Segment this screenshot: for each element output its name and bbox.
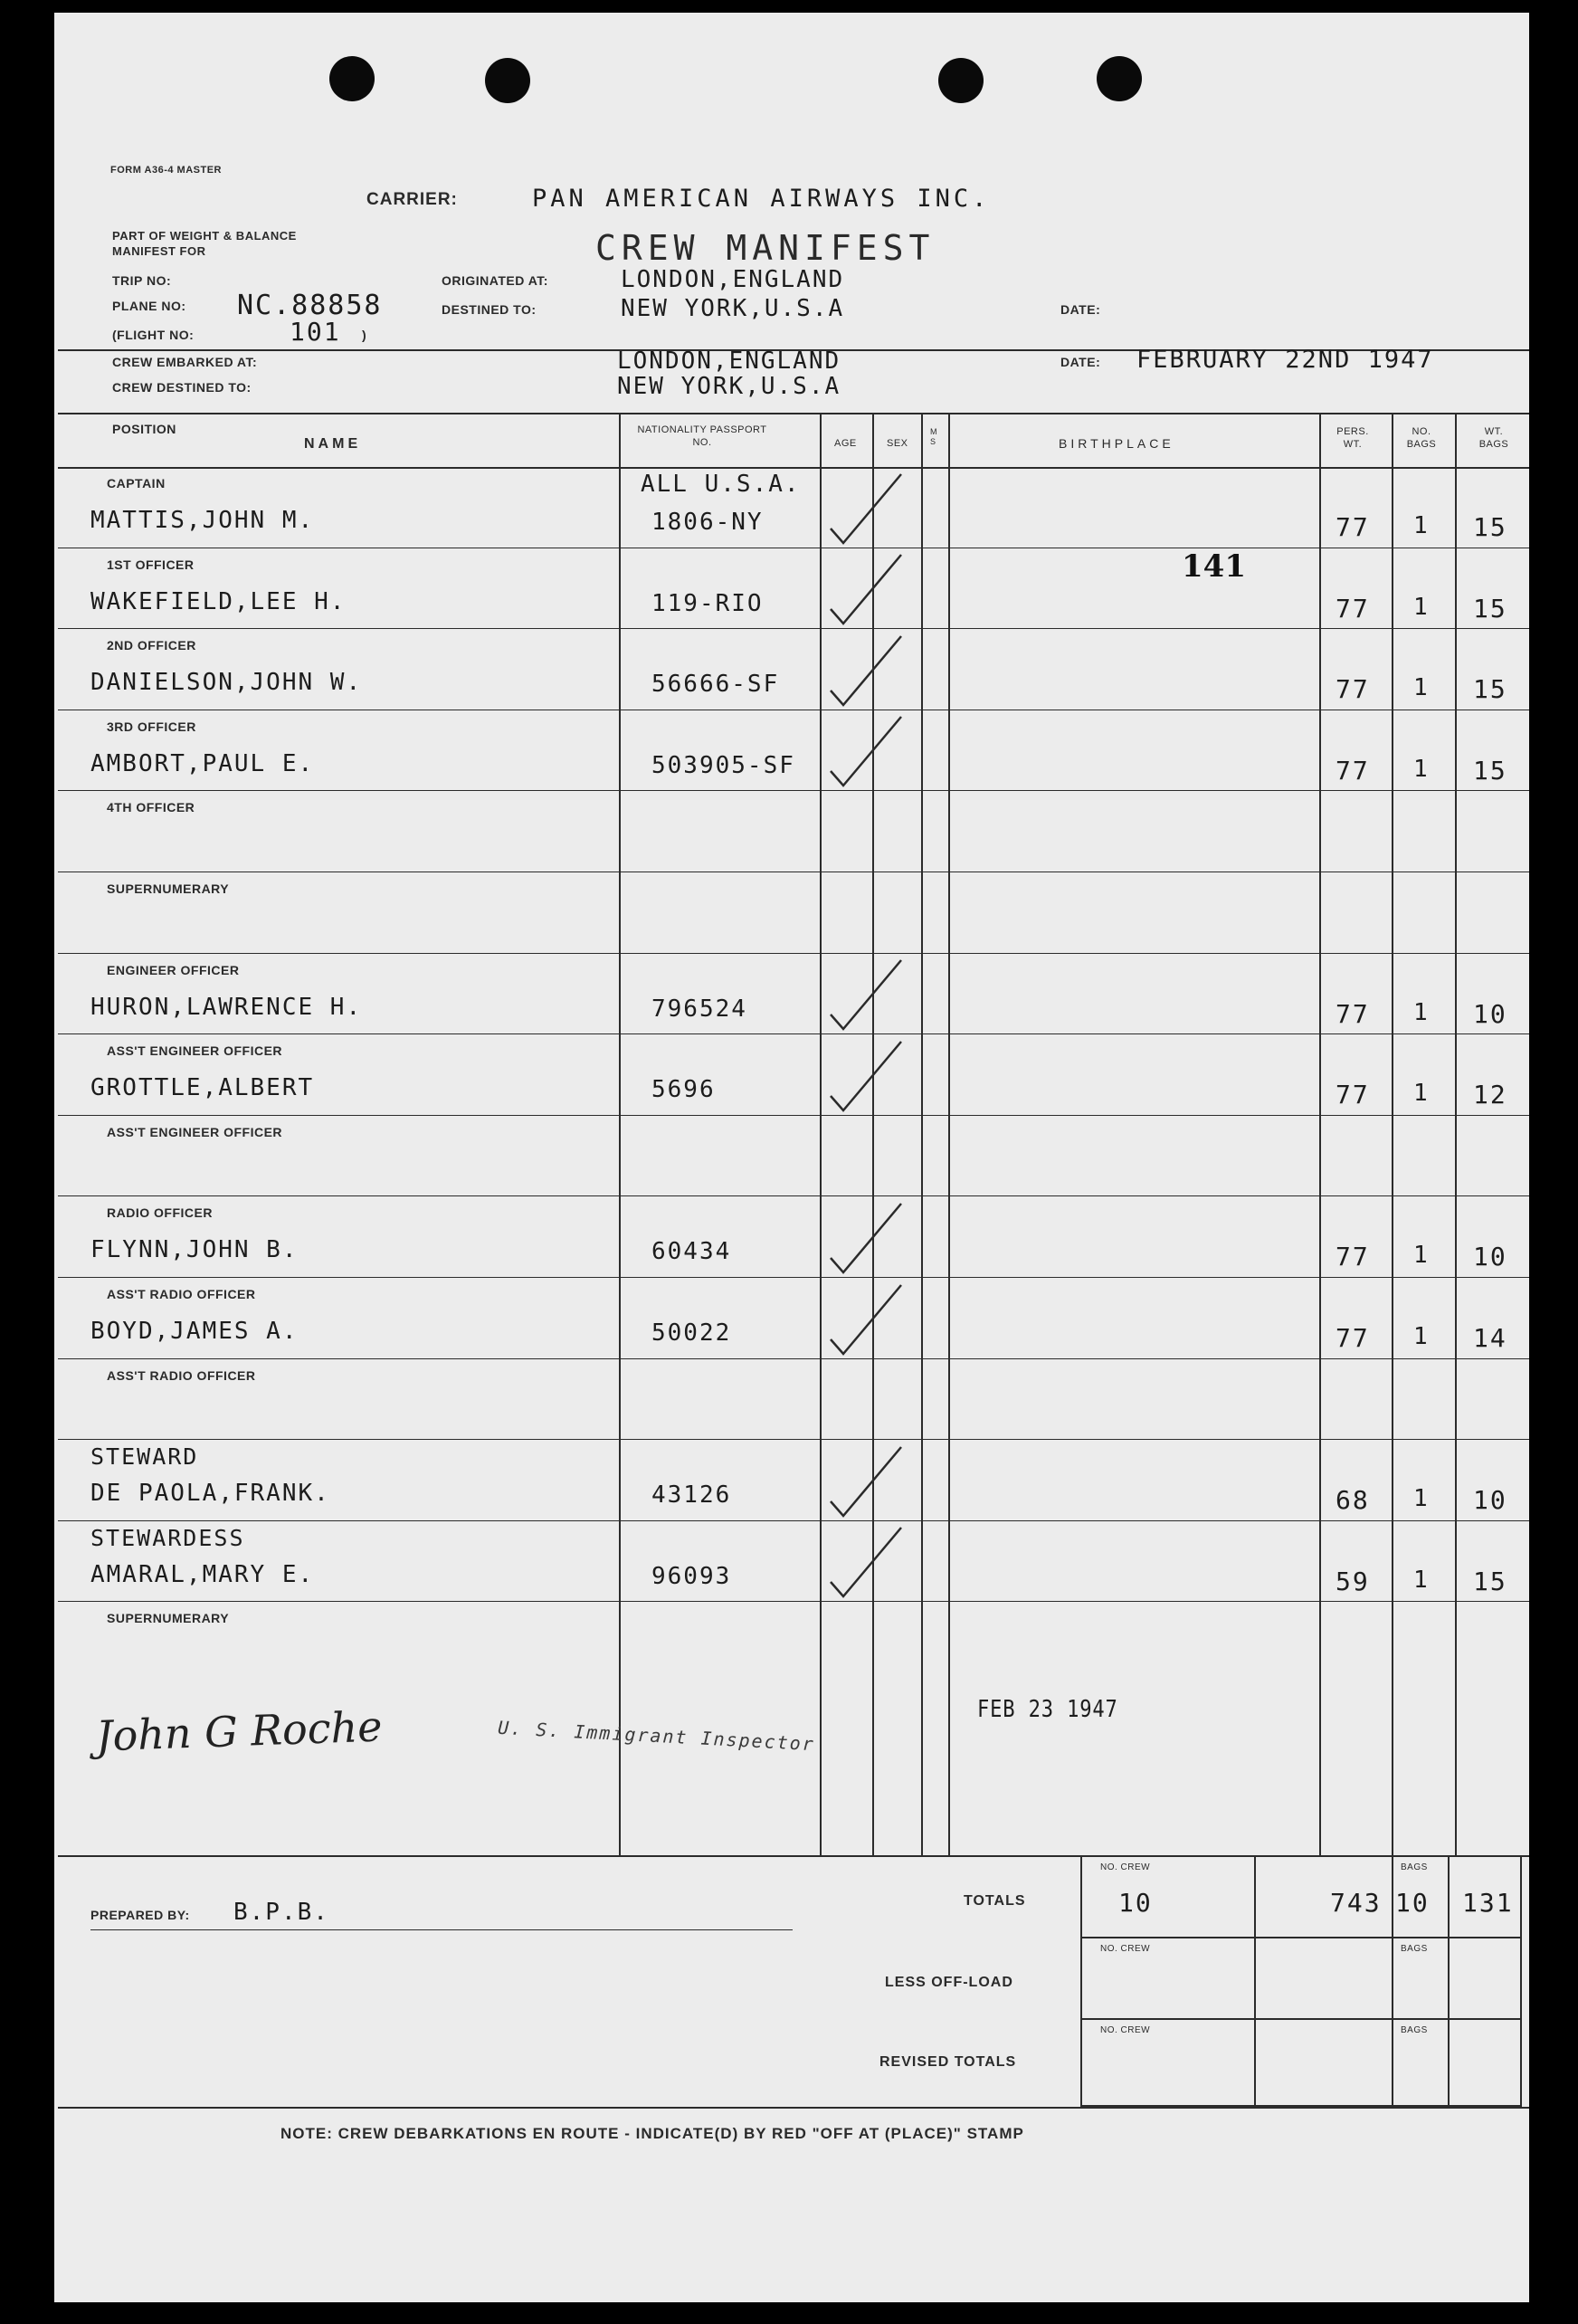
row-name: HURON,LAWRENCE H. xyxy=(90,993,363,1021)
form-number: FORM A36-4 MASTER xyxy=(110,165,222,176)
row-position: 1ST OFFICER xyxy=(107,557,195,572)
no-crew-label: NO. CREW xyxy=(1100,1944,1151,1954)
totals-row-line xyxy=(1080,1937,1522,1938)
destined-label: DESTINED TO: xyxy=(442,302,537,317)
originated-label: ORIGINATED AT: xyxy=(442,273,548,288)
crew-embarked-value: LONDON,ENGLAND xyxy=(617,348,841,375)
row-position: ASS'T ENGINEER OFFICER xyxy=(107,1124,283,1139)
plane-label: PLANE NO: xyxy=(112,299,186,313)
table-top-line xyxy=(58,413,1529,414)
row-pers-wt: 77 xyxy=(1336,1080,1370,1110)
check-mark xyxy=(825,1519,907,1600)
row-position: CAPTAIN xyxy=(107,476,166,491)
row-name: MATTIS,JOHN M. xyxy=(90,507,315,534)
check-mark xyxy=(825,1033,907,1114)
row-pers-wt: 68 xyxy=(1336,1485,1370,1516)
row-no-bags: 1 xyxy=(1413,755,1430,783)
punch-hole xyxy=(329,56,375,101)
carrier-label: CARRIER: xyxy=(366,190,458,209)
row-wt-bags: 14 xyxy=(1473,1323,1507,1353)
bags-label: BAGS xyxy=(1401,1944,1428,1954)
row-no-bags: 1 xyxy=(1413,998,1430,1026)
check-mark xyxy=(825,1438,907,1519)
page-stamp: 141 xyxy=(1182,548,1246,585)
row-name: AMBORT,PAUL E. xyxy=(90,749,315,777)
row-wt-bags: 10 xyxy=(1473,1242,1507,1272)
totals-row-line xyxy=(1080,2018,1522,2020)
prepared-underline xyxy=(90,1929,793,1930)
table-row xyxy=(54,1116,1529,1197)
row-passport: 96093 xyxy=(651,1562,732,1590)
row-pers-wt: 59 xyxy=(1336,1566,1370,1596)
manifest-title: CREW MANIFEST xyxy=(595,228,936,268)
row-name: DE PAOLA,FRANK. xyxy=(90,1480,330,1508)
row-name: WAKEFIELD,LEE H. xyxy=(90,587,347,615)
table-row xyxy=(54,1602,1529,1683)
table-row xyxy=(54,872,1529,954)
row-position: SUPERNUMERARY xyxy=(107,1611,230,1626)
row-passport: 119-RIO xyxy=(651,589,764,617)
no-crew-label: NO. CREW xyxy=(1100,1862,1151,1872)
row-passport: 503905-SF xyxy=(651,751,795,779)
check-mark xyxy=(825,708,907,789)
col-name: NAME xyxy=(304,436,362,452)
row-wt-bags: 10 xyxy=(1473,1485,1507,1516)
totals-label: TOTALS xyxy=(964,1893,1026,1909)
row-position: ENGINEER OFFICER xyxy=(107,962,240,977)
table-row xyxy=(54,710,1529,792)
row-no-bags: 1 xyxy=(1413,1080,1430,1108)
crew-destined-value: NEW YORK,U.S.A xyxy=(617,373,841,400)
footer-line xyxy=(58,2107,1529,2109)
col-pers-wt: PERS. WT. xyxy=(1336,426,1369,450)
col-ms: M S xyxy=(930,427,937,446)
totals-divider xyxy=(1080,1855,1082,2107)
inspection-stamp-date: FEB 23 1947 xyxy=(977,1696,1118,1723)
row-position: STEWARD xyxy=(90,1443,199,1471)
row-position: ASS'T ENGINEER OFFICER xyxy=(107,1043,283,1059)
row-no-bags: 1 xyxy=(1413,512,1430,539)
row-pers-wt: 77 xyxy=(1336,674,1370,705)
date2-label: DATE: xyxy=(1060,355,1101,369)
carrier-name: PAN AMERICAN AIRWAYS INC. xyxy=(532,185,991,213)
total-pers-wt: 743 xyxy=(1330,1888,1382,1918)
row-name: FLYNN,JOHN B. xyxy=(90,1236,299,1264)
inspector-signature: John G Roche xyxy=(95,1701,384,1761)
inspector-title: U. S. Immigrant Inspector xyxy=(497,1716,816,1756)
row-wt-bags: 15 xyxy=(1473,755,1507,786)
col-age: AGE xyxy=(834,438,857,449)
part-of-label: PART OF WEIGHT & BALANCE MANIFEST FOR xyxy=(112,229,297,258)
row-wt-bags: 15 xyxy=(1473,593,1507,624)
row-position: 3RD OFFICER xyxy=(107,719,196,734)
totals-divider xyxy=(1254,1855,1256,2107)
plane-number: NC.88858 xyxy=(237,290,383,321)
row-passport: 50022 xyxy=(651,1319,732,1347)
col-position: POSITION xyxy=(112,422,176,436)
row-no-bags: 1 xyxy=(1413,1242,1430,1270)
check-mark xyxy=(825,951,907,1033)
table-row xyxy=(54,1196,1529,1278)
table-row xyxy=(54,1359,1529,1441)
row-name: GROTTLE,ALBERT xyxy=(90,1074,315,1102)
totals-divider xyxy=(1520,1855,1522,2107)
prepared-by: B.P.B. xyxy=(233,1899,329,1926)
punch-hole xyxy=(938,58,984,103)
table-row xyxy=(54,1521,1529,1603)
check-mark xyxy=(825,627,907,709)
row-wt-bags: 15 xyxy=(1473,512,1507,542)
check-mark xyxy=(825,1276,907,1357)
table-row xyxy=(54,629,1529,710)
row-wt-bags: 15 xyxy=(1473,674,1507,705)
row-position: ASS'T RADIO OFFICER xyxy=(107,1367,256,1383)
prepared-label: PREPARED BY: xyxy=(90,1908,190,1922)
row-passport: 43126 xyxy=(651,1481,732,1510)
row-position: ASS'T RADIO OFFICER xyxy=(107,1287,256,1301)
row-position: STEWARDESS xyxy=(90,1524,245,1551)
row-wt-bags: 12 xyxy=(1473,1080,1507,1110)
row-pers-wt: 77 xyxy=(1336,998,1370,1029)
row-no-bags: 1 xyxy=(1413,1323,1430,1350)
totals-divider xyxy=(1392,1855,1393,2107)
col-nationality: NATIONALITY PASSPORT NO. xyxy=(637,424,767,448)
totals-divider xyxy=(1448,1855,1450,2107)
table-row xyxy=(54,548,1529,630)
table-row xyxy=(54,467,1529,548)
row-no-bags: 1 xyxy=(1413,1566,1430,1594)
bags-label: BAGS xyxy=(1401,2025,1428,2035)
crew-embarked-label: CREW EMBARKED AT: xyxy=(112,355,258,369)
all-usa-note: ALL U.S.A. xyxy=(641,471,801,498)
row-passport: 5696 xyxy=(651,1076,716,1104)
row-wt-bags: 15 xyxy=(1473,1566,1507,1596)
col-sex: SEX xyxy=(887,438,908,449)
row-pers-wt: 77 xyxy=(1336,512,1370,542)
no-crew-label: NO. CREW xyxy=(1100,2025,1151,2035)
flight-close: ) xyxy=(362,328,367,342)
date2-value: FEBRUARY 22ND 1947 xyxy=(1136,346,1434,374)
row-passport: 1806-NY xyxy=(651,509,764,536)
flight-number: 101 xyxy=(290,317,341,347)
row-passport: 796524 xyxy=(651,995,747,1023)
flight-label: (FLIGHT NO: xyxy=(112,328,195,342)
crew-destined-label: CREW DESTINED TO: xyxy=(112,380,252,395)
row-pers-wt: 77 xyxy=(1336,1242,1370,1272)
originated-value: LONDON,ENGLAND xyxy=(621,266,845,293)
check-mark xyxy=(825,546,907,627)
row-pers-wt: 77 xyxy=(1336,1323,1370,1353)
row-wt-bags: 10 xyxy=(1473,998,1507,1029)
punch-hole xyxy=(1097,56,1142,101)
row-no-bags: 1 xyxy=(1413,1485,1430,1513)
row-pers-wt: 77 xyxy=(1336,755,1370,786)
row-no-bags: 1 xyxy=(1413,674,1430,702)
table-row xyxy=(54,1440,1529,1521)
date-label: DATE: xyxy=(1060,302,1101,317)
table-row xyxy=(54,791,1529,872)
less-offload-label: LESS OFF-LOAD xyxy=(885,1975,1013,1990)
row-position: RADIO OFFICER xyxy=(107,1205,213,1221)
col-birthplace: BIRTHPLACE xyxy=(1059,436,1174,451)
table-row xyxy=(54,1278,1529,1359)
table-row xyxy=(54,1034,1529,1116)
col-wt-bags: WT. BAGS xyxy=(1478,426,1509,450)
table-row xyxy=(54,954,1529,1035)
total-wt-bags: 131 xyxy=(1462,1888,1514,1918)
total-bags: 10 xyxy=(1395,1888,1430,1918)
punch-hole xyxy=(485,58,530,103)
row-pers-wt: 77 xyxy=(1336,593,1370,624)
row-position: SUPERNUMERARY xyxy=(107,881,230,896)
total-crew: 10 xyxy=(1118,1888,1153,1918)
row-name: DANIELSON,JOHN W. xyxy=(90,669,363,697)
revised-totals-label: REVISED TOTALS xyxy=(879,2054,1017,2070)
footer-note: NOTE: CREW DEBARKATIONS EN ROUTE - INDICATE(D) BY RED "OFF AT (PLACE)" STAMP xyxy=(280,2125,1024,2142)
row-passport: 56666-SF xyxy=(651,671,780,699)
table-bottom-line xyxy=(58,1855,1529,1857)
check-mark xyxy=(825,465,907,547)
trip-label: TRIP NO: xyxy=(112,273,172,288)
row-no-bags: 1 xyxy=(1413,593,1430,621)
col-no-bags: NO. BAGS xyxy=(1406,426,1437,450)
row-name: BOYD,JAMES A. xyxy=(90,1318,299,1345)
bags-label: BAGS xyxy=(1401,1862,1428,1872)
check-mark xyxy=(825,1195,907,1276)
row-position: 2ND OFFICER xyxy=(107,638,196,653)
row-name: AMARAL,MARY E. xyxy=(90,1560,315,1588)
row-passport: 60434 xyxy=(651,1238,732,1266)
row-position: 4TH OFFICER xyxy=(107,800,195,815)
destined-value: NEW YORK,U.S.A xyxy=(621,295,845,322)
manifest-sheet xyxy=(54,13,1529,2302)
